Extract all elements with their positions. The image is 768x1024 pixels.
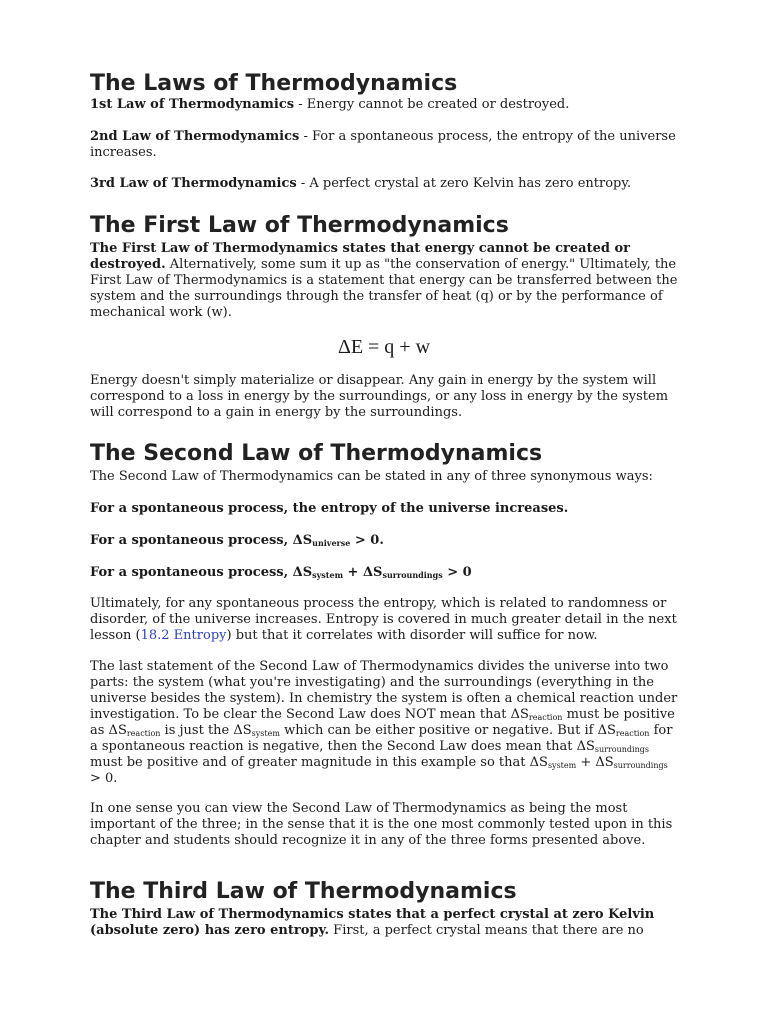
laws-overview-title: The Laws of Thermodynamics	[90, 71, 458, 96]
third-law-explanation: First, a perfect crystal means that there are no	[329, 923, 644, 938]
second-law-paragraph-2	[90, 659, 680, 787]
first-law-label: 1st Law of Thermodynamics	[90, 97, 295, 112]
third-law-label: 3rd Law of Thermodynamics	[90, 176, 297, 191]
paragraph-1-text: Ultimately, for any spontaneous process the entropy, which is related to randomness or disorder, of the universe increases. Entropy is covered in much greater detail in the next lesson (	[90, 596, 677, 643]
second-law-summary-text: - For a spontaneous process, the entropy of the universe increases.	[90, 129, 676, 160]
first-law-explanation: Alternatively, some sum it up as "the conservation of energy." Ultimately, the First Law of Thermodynamics is a statement that energy can be transferred between the system and the surroundings through the transfer of heat (q) or by the performance of mechanical work (w).	[90, 257, 678, 320]
statement-3-text: For a spontaneous process, ΔS	[90, 565, 313, 580]
statement-3-mid: + ΔS	[343, 565, 383, 580]
p2-text-c: is just the ΔS	[160, 723, 252, 738]
p2-text-a: The last statement of the Second Law of Thermodynamics divides the universe into two parts: the system (what you're investigating) and the surroundings (everything in the universe besides the system). In chemistry the system is often a chemical reaction under investigation. To be clear the Second Law does NOT mean that ΔS	[90, 659, 678, 722]
p2-sub-4: reaction	[615, 729, 650, 738]
p2-text-f: must be positive and of greater magnitude in this example so that ΔS	[90, 755, 548, 770]
first-law-paragraph-2: Energy doesn't simply materialize or disappear. Any gain in energy by the system will correspond to a loss in energy by the surroundings, or any loss in energy by the system will correspond to a gain in energy by the surroundings.	[90, 373, 669, 420]
statement-3-end: > 0	[442, 565, 472, 580]
third-law-title: The Third Law of Thermodynamics	[90, 879, 517, 904]
p2-sub-5: surroundings	[594, 745, 649, 754]
statement-2-subscript: universe	[312, 538, 351, 548]
second-law-label: 2nd Law of Thermodynamics	[90, 129, 300, 144]
p2-text-e: for a spontaneous reaction is negative, then the Second Law does mean that ΔS	[90, 723, 673, 754]
second-law-title: The Second Law of Thermodynamics	[90, 441, 543, 466]
statement-2-text: For a spontaneous process, ΔS	[90, 533, 313, 548]
third-law-statement: The Third Law of Thermodynamics states that a perfect crystal at zero Kelvin (absolute zero) has zero entropy.	[90, 907, 655, 938]
p2-text-b: must be positive as ΔS	[90, 707, 675, 738]
p2-sub-2: reaction	[126, 729, 161, 738]
second-law-summary	[90, 129, 680, 161]
first-law-title: The First Law of Thermodynamics	[90, 213, 509, 238]
statement-3-subscript-2: surroundings	[382, 570, 443, 580]
second-law-paragraph-3: In one sense you can view the Second Law of Thermodynamics as being the most important of the three; in the sense that it is the one most commonly tested upon in this chapter and students should recognize it in any of the three forms presented above.	[90, 801, 673, 848]
statement-2-end: > 0.	[350, 533, 384, 548]
p2-text-h: > 0.	[90, 771, 118, 786]
paragraph-1-end: ) but that it correlates with disorder will suffice for now.	[226, 628, 598, 643]
p2-sub-6: system	[547, 761, 577, 770]
third-law-paragraph	[90, 907, 680, 939]
entropy-lesson-link[interactable]: 18.2 Entropy	[140, 628, 227, 643]
p2-text-d: which can be either positive or negative. But if ΔS	[279, 723, 616, 738]
p2-sub-1: reaction	[528, 713, 563, 722]
first-law-summary-text: - Energy cannot be created or destroyed.	[294, 97, 570, 112]
third-law-summary-text: - A perfect crystal at zero Kelvin has zero entropy.	[296, 176, 632, 191]
second-law-paragraph-1	[90, 596, 680, 644]
second-law-intro: The Second Law of Thermodynamics can be stated in any of three synonymous ways:	[90, 469, 653, 484]
first-law-summary	[90, 97, 680, 113]
first-law-paragraph	[90, 241, 680, 321]
second-law-statement-2	[90, 533, 680, 549]
first-law-formula: ΔE = q + w	[337, 336, 431, 358]
p2-sub-3: system	[251, 729, 280, 738]
second-law-statement-1: For a spontaneous process, the entropy of the universe increases.	[90, 501, 569, 516]
first-law-statement: The First Law of Thermodynamics states that energy cannot be created or destroyed.	[90, 241, 630, 272]
p2-sub-7: surroundings	[613, 761, 668, 770]
p2-text-g: + ΔS	[576, 755, 614, 770]
third-law-summary	[90, 176, 680, 192]
statement-3-subscript-1: system	[312, 570, 344, 580]
second-law-statement-3	[90, 565, 680, 581]
